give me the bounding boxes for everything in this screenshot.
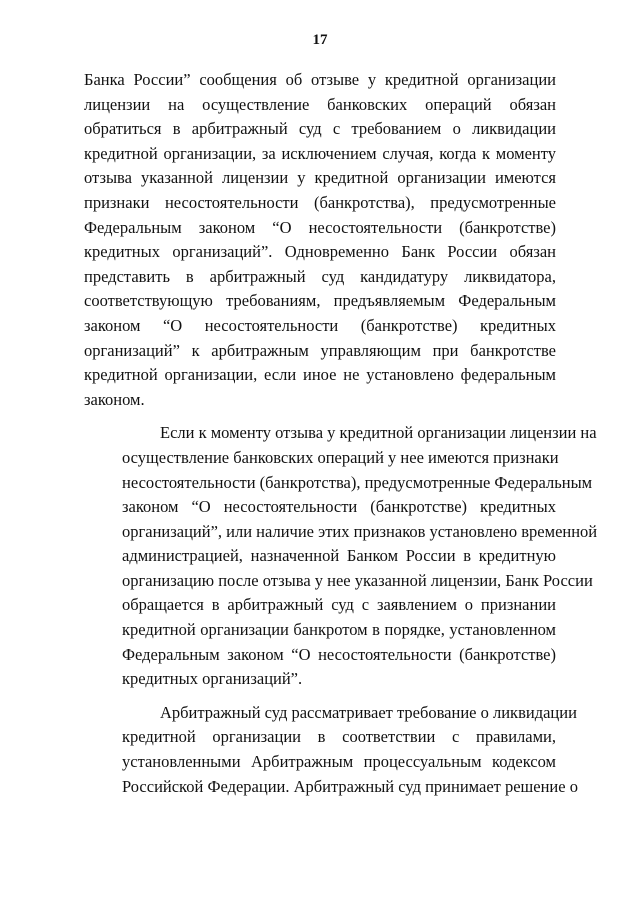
text-line: соответствующую требованиям, предъявляемым Федеральным: [84, 291, 556, 311]
text-line: Российской Федерации. Арбитражный суд принимает решение о: [122, 776, 578, 796]
text-line: законом.: [84, 389, 145, 409]
text-line: кредитной организации, за исключением случая, когда к моменту: [84, 143, 556, 163]
text-line: отзыва указанной лицензии у кредитной организации имеются: [84, 168, 556, 188]
text-line: признаки несостоятельности (банкротства), предусмотренные: [84, 192, 556, 212]
text-line: Банка России” сообщения об отзыве у кредитной организации: [84, 70, 556, 89]
text-line: лицензии на осуществление банковских операций обязан: [84, 94, 556, 114]
text-line: Федеральным законом “О несостоятельности (банкротстве): [84, 217, 556, 237]
text-line: кредитных организаций”.: [122, 669, 303, 689]
text-line: организацию после отзыва у нее указанной лицензии, Банк России: [122, 570, 593, 590]
text-line: кредитной организации, если иное не установлено федеральным: [84, 365, 556, 385]
text-line: Арбитражный суд рассматривает требование о ликвидации: [160, 702, 577, 722]
paragraph-gap: [84, 412, 556, 421]
text-line: законом “О несостоятельности (банкротстве) кредитных: [84, 315, 556, 335]
text-line: представить в арбитражный суд кандидатуру ликвидатора,: [84, 266, 556, 286]
text-line: кредитной организации в соответствии с правилами,: [122, 727, 556, 747]
text-line: организаций” к арбитражным управляющим при банкротстве: [84, 340, 556, 360]
text-line: обратиться в арбитражный суд с требованием о ликвидации: [84, 119, 556, 139]
text-line: законом “О несостоятельности (банкротстве) кредитных: [122, 497, 556, 517]
text-line: организаций”, или наличие этих признаков установлено временной: [122, 521, 598, 541]
paragraph-gap: [84, 692, 556, 701]
paragraph-3: [84, 701, 578, 799]
paragraph-1: [84, 68, 556, 412]
text-line: администрацией, назначенной Банком России в кредитную: [122, 546, 556, 566]
text-line: несостоятельности (банкротства), предусмотренные Федеральным: [122, 472, 593, 492]
page-number: 17: [312, 32, 328, 48]
text-line: Если к моменту отзыва у кредитной организации лицензии на: [160, 423, 597, 443]
text-line: кредитных организаций”. Одновременно Банк России обязан: [84, 242, 556, 262]
text-line: Федеральным законом “О несостоятельности (банкротстве): [122, 644, 556, 664]
text-line: установленными Арбитражным процессуальным кодексом: [122, 752, 556, 772]
text-line: кредитной организации банкротом в порядке, установленном: [122, 620, 556, 640]
document-body: [84, 68, 598, 799]
text-line: осуществление банковских операций у нее имеются признаки: [122, 447, 559, 467]
paragraph-2: [84, 421, 598, 692]
text-line: обращается в арбитражный суд с заявлением о признании: [122, 595, 556, 615]
